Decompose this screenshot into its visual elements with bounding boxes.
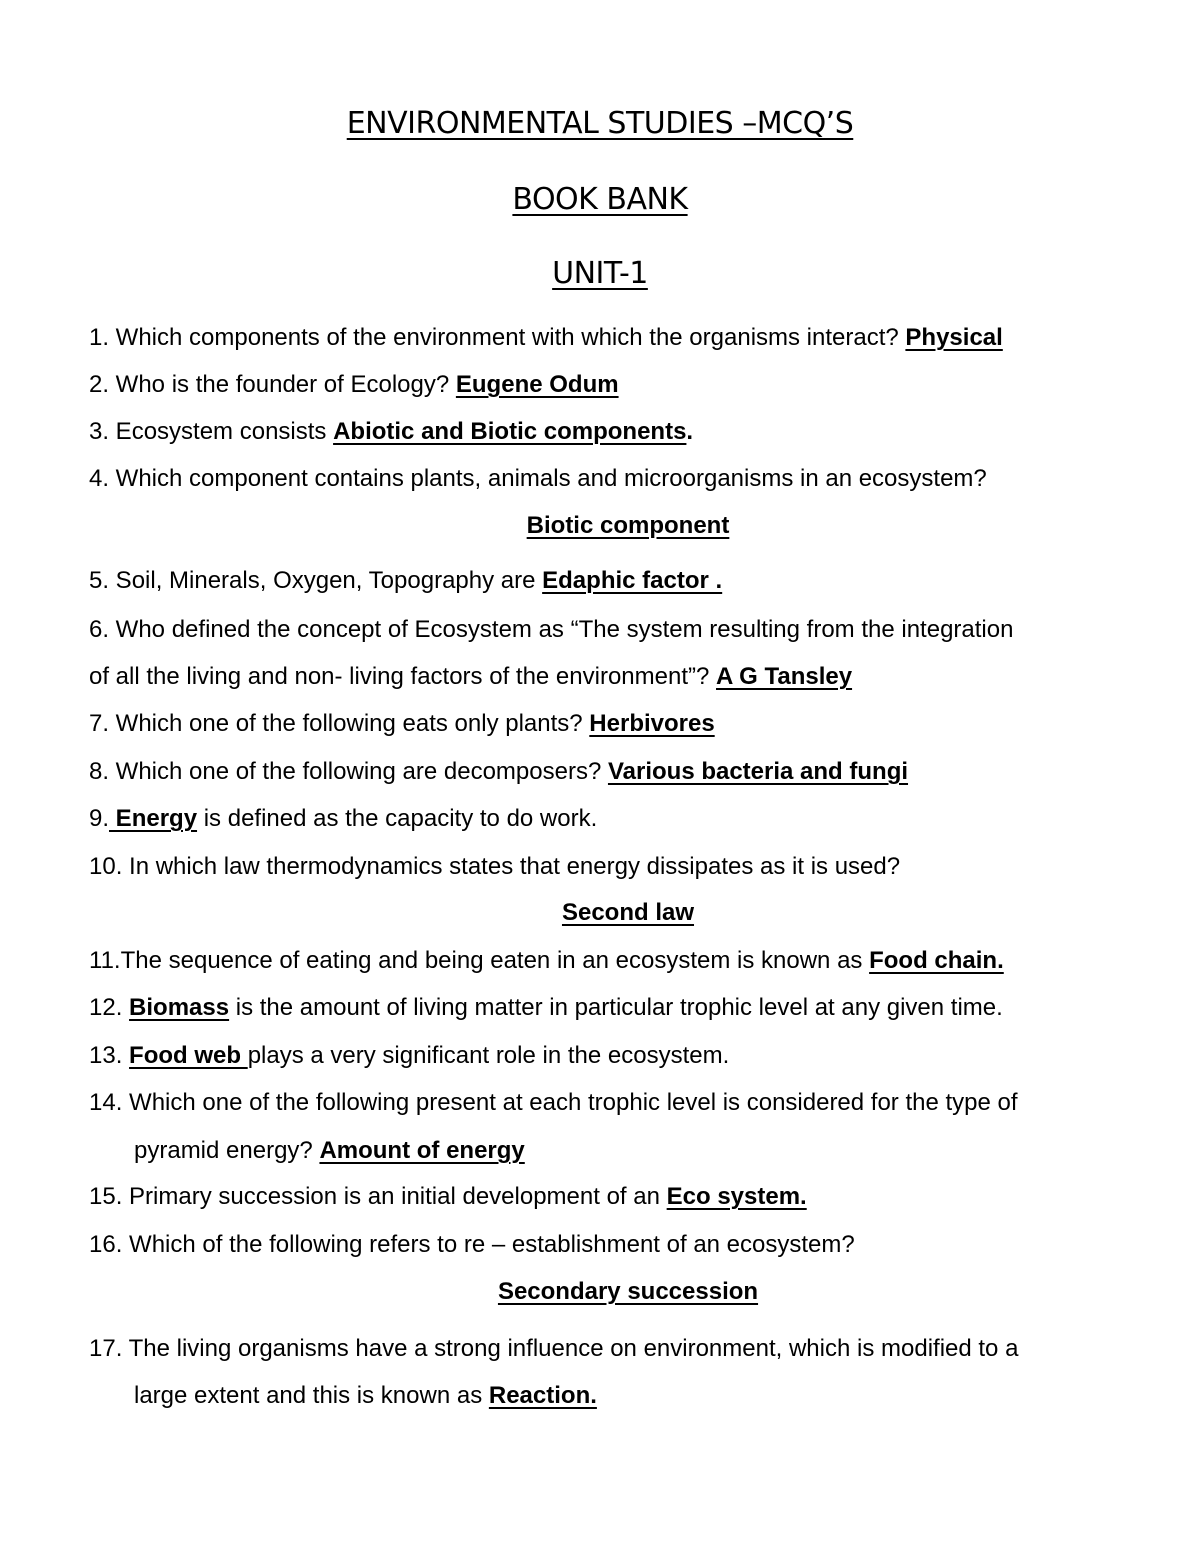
answer: Energy (109, 805, 198, 832)
answer: Food web (129, 1042, 248, 1069)
document-subtitle: BOOK BANK (512, 182, 688, 217)
answer: Physical (905, 324, 1003, 351)
answer: Food chain. (869, 947, 1004, 974)
answer: Biomass (129, 994, 230, 1021)
question-4-answer (0, 511, 1200, 541)
question-8: 8. Which one of the following are decomposers? Various bacteria and fungi (89, 758, 909, 785)
question-13: 13. Food web plays a very significant role in the ecosystem. (89, 1042, 730, 1069)
question-6: 6. Who defined the concept of Ecosystem as “The system resulting from the integration (89, 616, 1014, 643)
question-17-cont: large extent and this is known as Reaction. (134, 1382, 597, 1409)
answer: Herbivores (589, 710, 715, 737)
question-15: 15. Primary succession is an initial development of an Eco system. (89, 1183, 807, 1210)
document-title: ENVIRONMENTAL STUDIES –MCQ’S (346, 106, 854, 141)
question-10: 10. In which law thermodynamics states that energy dissipates as it is used? (89, 853, 901, 880)
answer: A G Tansley (716, 663, 853, 690)
answer: Eco system. (666, 1183, 807, 1210)
question-17: 17. The living organisms have a strong influence on environment, which is modified to a (89, 1335, 1019, 1362)
question-16-answer (0, 1277, 1200, 1307)
question-2: 2. Who is the founder of Ecology? Eugene Odum (89, 371, 619, 398)
question-14-cont: pyramid energy? Amount of energy (134, 1137, 525, 1164)
answer: Abiotic and Biotic components (333, 418, 687, 445)
question-9: 9. Energy is defined as the capacity to do work. (89, 805, 598, 832)
answer: Second law (561, 899, 695, 926)
question-12: 12. Biomass is the amount of living matter in particular trophic level at any given time. (89, 994, 1003, 1021)
answer: Eugene Odum (455, 371, 619, 398)
question-4: 4. Which component contains plants, animals and microorganisms in an ecosystem? (89, 465, 987, 492)
question-10-answer (0, 898, 1200, 928)
question-7: 7. Which one of the following eats only plants? Herbivores (89, 710, 715, 737)
answer: Secondary succession (497, 1278, 759, 1305)
answer: Edaphic factor . (542, 567, 723, 594)
answer: Reaction. (488, 1382, 597, 1409)
question-16: 16. Which of the following refers to re – establishment of an ecosystem? (89, 1231, 855, 1258)
answer: Various bacteria and fungi (607, 758, 909, 785)
question-6-cont: of all the living and non- living factors of the environment”? A G Tansley (89, 663, 853, 690)
answer: Amount of energy (319, 1137, 525, 1164)
question-5: 5. Soil, Minerals, Oxygen, Topography are Edaphic factor . (89, 567, 723, 594)
question-11: 11.The sequence of eating and being eaten in an ecosystem is known as Food chain. (89, 947, 1004, 974)
question-1: 1. Which components of the environment with which the organisms interact? Physical (89, 324, 1003, 351)
question-3: 3. Ecosystem consists Abiotic and Biotic components. (89, 418, 694, 445)
question-14: 14. Which one of the following present at each trophic level is considered for the type of (89, 1089, 1018, 1116)
answer: Biotic component (526, 512, 730, 539)
unit-heading: UNIT-1 (552, 256, 648, 291)
